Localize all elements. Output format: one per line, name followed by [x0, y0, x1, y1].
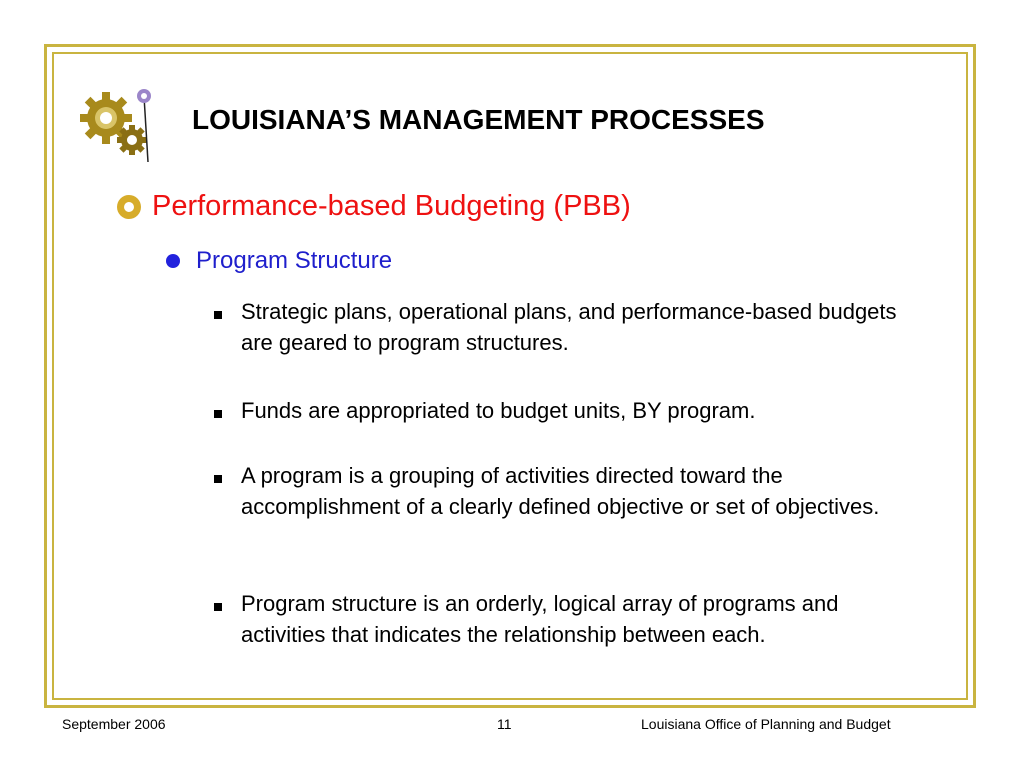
- footer-page-number: 11: [497, 716, 512, 732]
- level2-heading: Program Structure: [196, 247, 393, 274]
- square-bullet-icon: [214, 603, 222, 611]
- bullet-item: [214, 591, 914, 650]
- bullet-item: [214, 398, 914, 426]
- dot-bullet-icon: [166, 254, 180, 268]
- bullet-text: Program structure is an orderly, logical array of programs and activities that indicates the relationship between each.: [241, 591, 839, 647]
- bullet-item: [214, 299, 914, 358]
- bullet-item: [214, 463, 914, 522]
- bullet-text: Funds are appropriated to budget units, BY program.: [241, 398, 756, 423]
- slide-title: LOUISIANA’S MANAGEMENT PROCESSES: [192, 104, 765, 135]
- bullet-text: Strategic plans, operational plans, and performance-based budgets are geared to program structures.: [241, 299, 897, 355]
- gears-icon: [78, 86, 156, 164]
- square-bullet-icon: [214, 410, 222, 418]
- square-bullet-icon: [214, 475, 222, 483]
- level2-item: [166, 247, 392, 275]
- level1-item: [116, 190, 631, 223]
- level1-heading: Performance-based Budgeting (PBB): [152, 190, 631, 222]
- bullet-text: A program is a grouping of activities directed toward the accomplishment of a clearly defined objective or set of objectives.: [241, 463, 880, 519]
- footer-date: September 2006: [62, 716, 166, 732]
- square-bullet-icon: [214, 311, 222, 319]
- footer-organization: Louisiana Office of Planning and Budget: [641, 716, 891, 732]
- ring-bullet-icon: [116, 194, 142, 220]
